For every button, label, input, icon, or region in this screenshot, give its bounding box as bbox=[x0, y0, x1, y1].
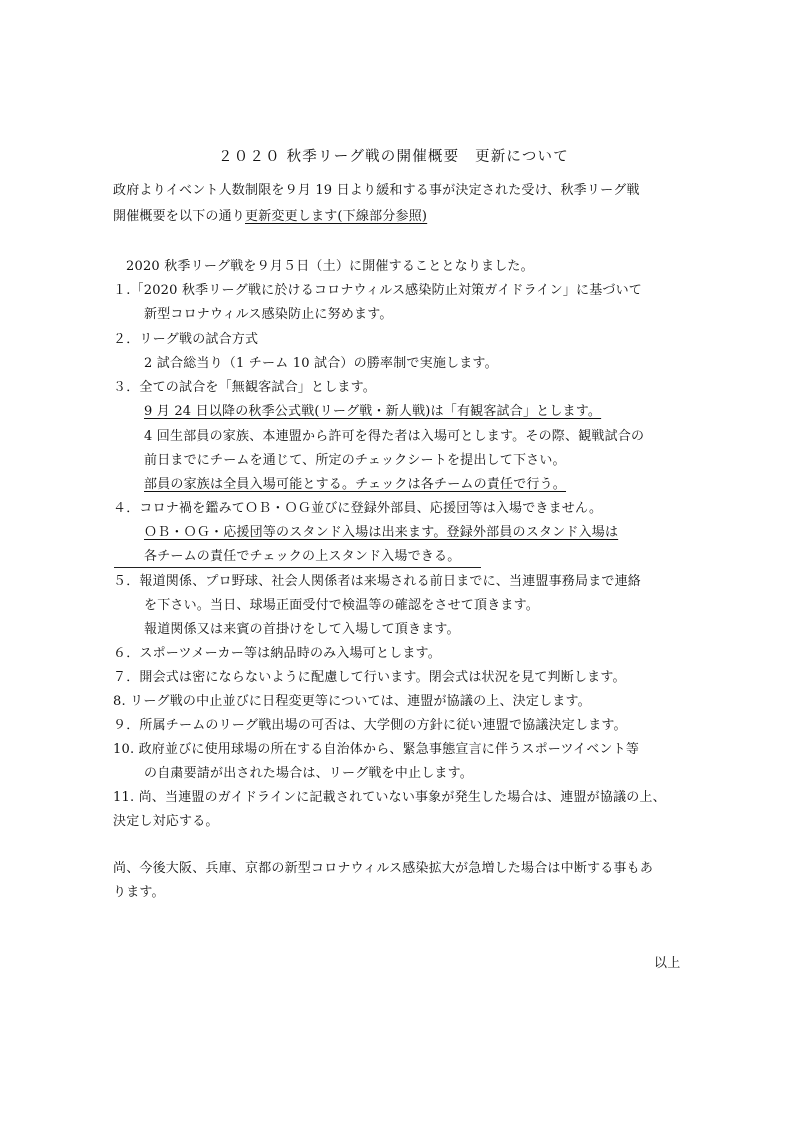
lead-line: 2020 秋季リーグ戦を９月５日（土）に開催することとなりました。 bbox=[126, 259, 534, 274]
underline-rule-item-4 bbox=[114, 567, 481, 568]
item-3-line-5: 部員の家族は全員入場可能とする。チェックは各チームの責任で行う。 bbox=[144, 477, 567, 492]
item-3-line-3: 4 回生部員の家族、本連盟から許可を得た者は入場可とします。その際、観戦試合の bbox=[144, 429, 645, 444]
item-10-line-2: の自粛要請が出された場合は、リーグ戦を中止します。 bbox=[144, 766, 473, 781]
item-4-line-2: ＯＢ・ＯＧ・応援団等のスタンド入場は出来ます。登録外部員のスタンド入場は bbox=[144, 525, 619, 540]
intro-line-1: 政府よりイベント人数制限を９月 19 日より緩和する事が決定された受け、秋季リーグ戦 bbox=[113, 183, 640, 198]
intro-line-2-underlined: 更新変更します(下線部分参照) bbox=[245, 209, 428, 224]
closing-line-2: ります。 bbox=[113, 885, 165, 900]
item-5-line-3: 報道関係又は来賓の首掛けをして入場して頂きます。 bbox=[144, 622, 460, 637]
item-8-line-1: 8. リーグ戦の中止並びに日程変更等については、連盟が協議の上、決定します。 bbox=[113, 694, 591, 709]
item-5-line-1: ５．報道関係、プロ野球、社会人関係者は来場される前日までに、当連盟事務局まで連絡 bbox=[113, 574, 642, 589]
signoff: 以上 bbox=[654, 956, 681, 971]
item-11-line-2: 決定し対応する。 bbox=[113, 814, 219, 829]
item-3-line-4: 前日までにチームを通じて、所定のチェックシートを提出して下さい。 bbox=[144, 453, 566, 468]
item-3-line-1: ３．全ての試合を「無観客試合」とします。 bbox=[113, 380, 376, 395]
item-6-line-1: ６．スポーツメーカー等は納品時のみ入場可とします。 bbox=[113, 646, 441, 661]
document-title: ２０２０ 秋季リーグ戦の開催概要 更新について bbox=[218, 149, 569, 165]
item-1-line-2: 新型コロナウィルス感染防止に努めます。 bbox=[144, 307, 393, 322]
item-2-line-2: 2 試合総当り（1 チーム 10 試合）の勝率制で実施します。 bbox=[144, 356, 498, 371]
item-4-line-1: ４．コロナ禍を鑑みてＯＢ・ＯＧ並びに登録外部員、応援団等は入場できません。 bbox=[113, 501, 603, 516]
item-4-line-3: 各チームの責任でチェックの上スタンド入場できる。 bbox=[144, 549, 461, 564]
intro-line-2 bbox=[113, 208, 427, 226]
item-1-line-1: １.「2020 秋季リーグ戦に於けるコロナウィルス感染防止対策ガイドライン」に基づいて bbox=[113, 283, 642, 298]
item-3-line-2: 9 月 24 日以降の秋季公式戦(リーグ戦・新人戦)は「有観客試合」とします。 bbox=[144, 404, 602, 419]
item-5-line-2: を下さい。当日、球場正面受付で検温等の確認をさせて頂きます。 bbox=[144, 598, 539, 613]
closing-line-1: 尚、今後大阪、兵庫、京都の新型コロナウィルス感染拡大が急増した場合は中断する事もあ bbox=[113, 861, 654, 876]
item-7-line-1: ７．開会式は密にならないように配慮して行います。閉会式は状況を見て判断します。 bbox=[113, 670, 626, 685]
intro-line-2-plain: 開催概要を以下の通り bbox=[113, 209, 246, 224]
item-11-line-1: 11. 尚、当連盟のガイドラインに記載されていない事象が発生した場合は、連盟が協議の上、 bbox=[113, 790, 666, 805]
item-2-line-1: ２．リーグ戦の試合方式 bbox=[113, 332, 259, 347]
item-10-line-1: 10. 政府並びに使用球場の所在する自治体から、緊急事態宣言に伴うスポーツイベント等 bbox=[113, 742, 640, 757]
item-9-line-1: ９．所属チームのリーグ戦出場の可否は、大学側の方針に従い連盟で協議決定します。 bbox=[113, 718, 627, 733]
